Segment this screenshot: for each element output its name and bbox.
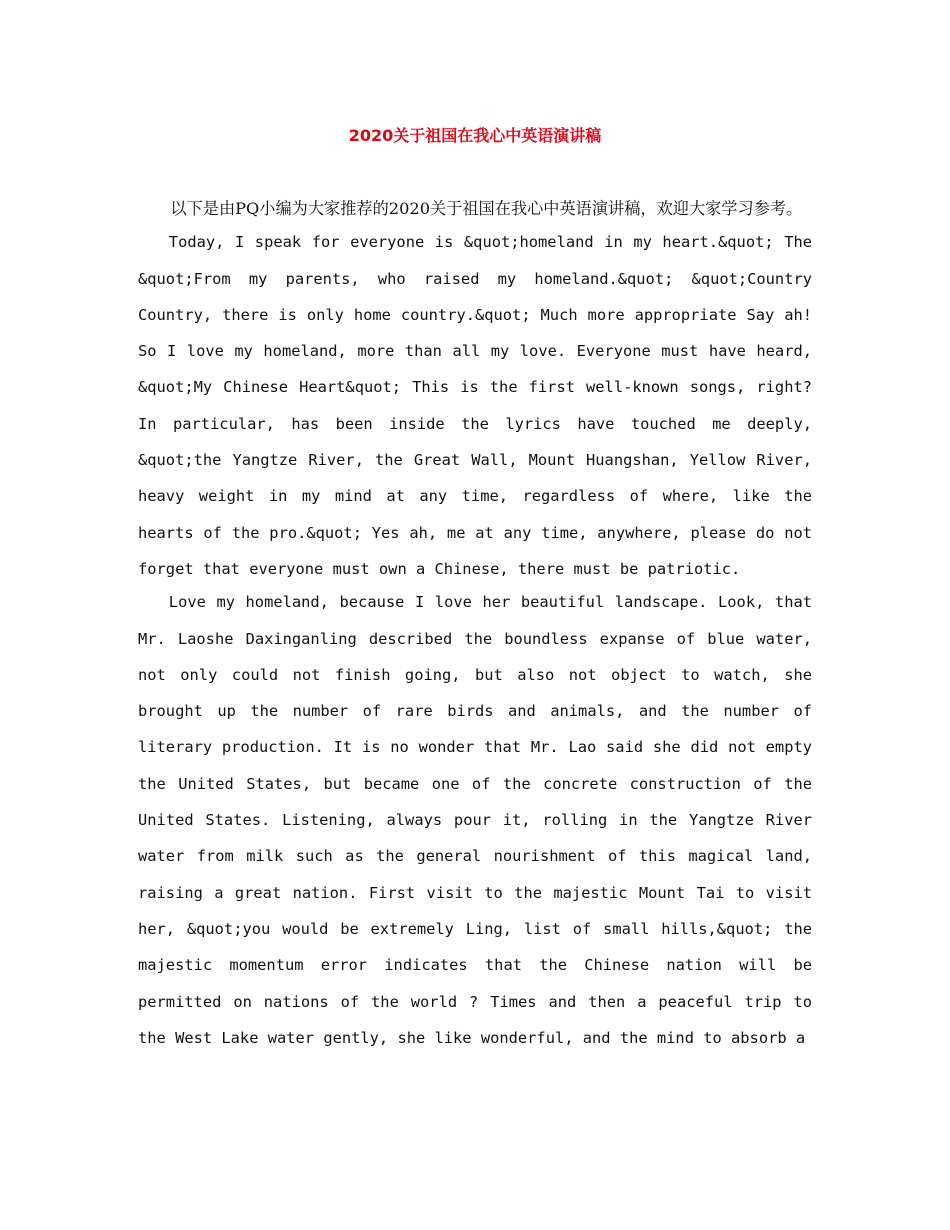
intro-paragraph: 以下是由PQ小编为大家推荐的2020关于祖国在我心中英语演讲稿，欢迎大家学习参考。 [170,199,803,218]
document-title: 2020关于祖国在我心中英语演讲稿 [348,126,602,145]
body-paragraph-2: Love my homeland, because I love her beautiful landscape. Look, that Mr. Laoshe Daxinganling described the boundless expanse of blue water, not only could not finish going, but also not object to watch, she brought up the number of rare birds and animals, and the number of literary production. It is no wonder that Mr. Lao said she did not empty the United States, but became one of the concrete construction of the United States. Listening, always pour it, rolling in the Yangtze River water from milk such as the general nourishment of this magical land, raising a great nation. First visit to the majestic Mount Tai to visit her, &quot;you would be extremely Ling, list of small hills,&quot; the majestic momentum error indicates that the Chinese nation will be permitted on nations of the world ? Times and then a peaceful trip to the West Lake water gently, she like wonderful, and the mind to absorb a [138,593,812,1047]
document-body [138,191,812,1053]
body-paragraph-1: Today, I speak for everyone is &quot;homeland in my heart.&quot; The &quot;From my parents, who raised my homeland.&quot; &quot;Country Country, there is only home country.&quot; Much more appropriate Say ah! So I love my homeland, more than all my love. Everyone must have heard, &quot;My Chinese Heart&quot; This is the first well-known songs, right? In particular, has been inside the lyrics have touched me deeply, &quot;the Yangtze River, the Great Wall, Mount Huangshan, Yellow River, heavy weight in my mind at any time, regardless of where, like the hearts of the pro.&quot; Yes ah, me at any time, anywhere, please do not forget that everyone must own a Chinese, there must be patriotic. [138,233,812,578]
